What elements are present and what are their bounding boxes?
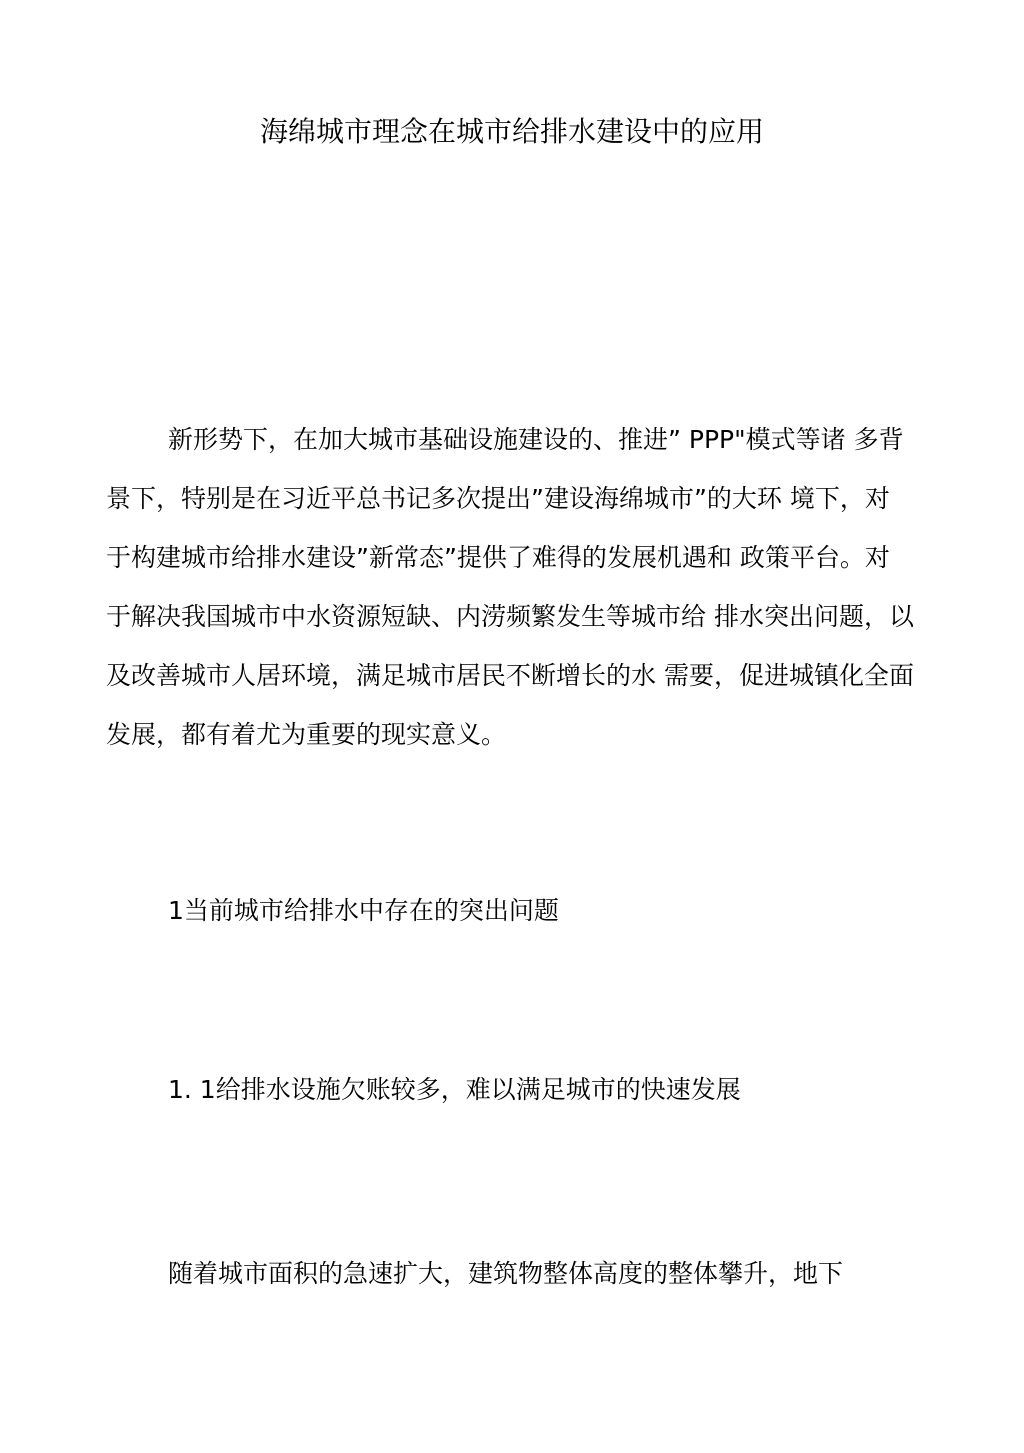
intro-paragraph [106,410,918,764]
intro-line: 于解决我国城市中水资源短缺、内涝频繁发生等城市给 排水突出问题，以 [106,602,914,631]
intro-line: 景下，特别是在习近平总书记多次提出”建设海绵城市”的大环 境下，对 [106,484,890,513]
subsection-heading: 1. 1给排水设施欠账较多，难以满足城市的快速发展 [168,1075,741,1104]
intro-line: 新形势下，在加大城市基础设施建设的、推进” PPP"模式等诸 多背 [168,425,904,454]
section-heading: 1当前城市给排水中存在的突出问题 [168,896,559,925]
body-paragraph-start: 随着城市面积的急速扩大，建筑物整体高度的整体攀升，地下 [168,1259,844,1288]
document-title: 海绵城市理念在城市给排水建设中的应用 [259,115,764,148]
intro-line: 发展，都有着尤为重要的现实意义。 [106,720,507,749]
intro-line: 及改善城市人居环境，满足城市居民不断增长的水 需要，促进城镇化全面 [106,661,914,690]
intro-line: 于构建城市给排水建设”新常态”提供了难得的发展机遇和 政策平台。对 [106,543,890,572]
